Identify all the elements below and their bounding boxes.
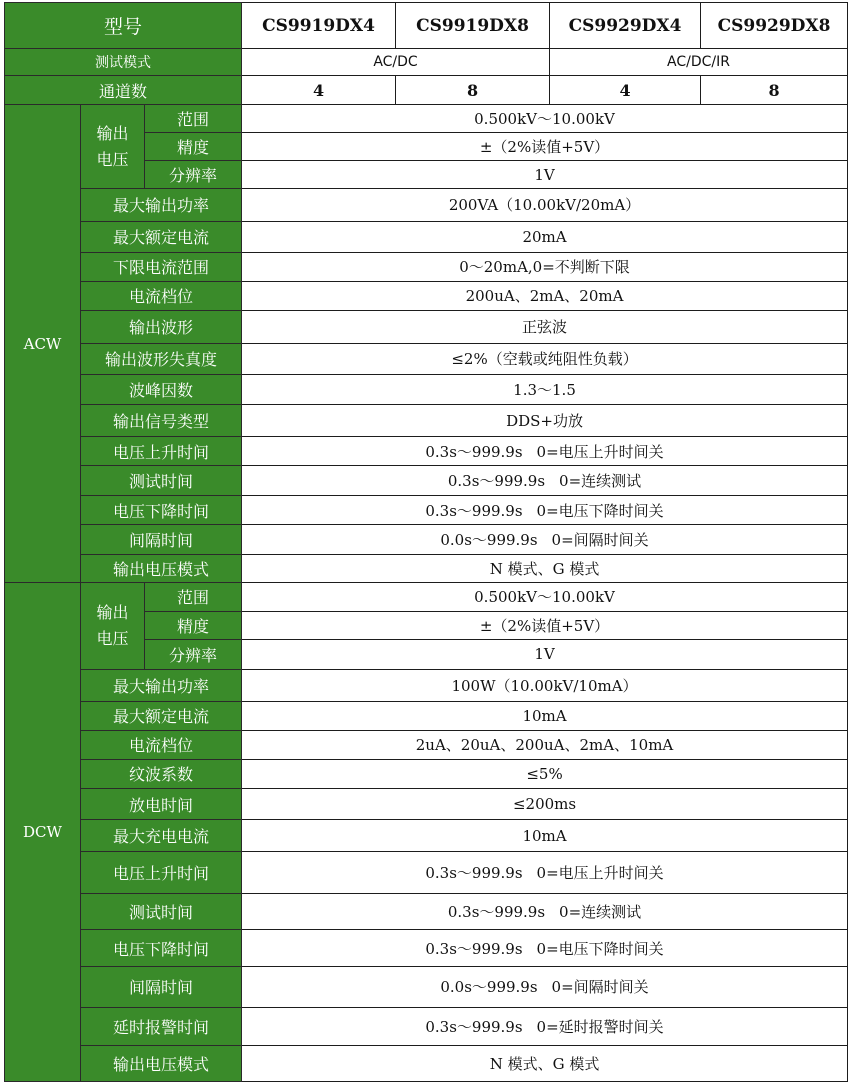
spec-table xyxy=(4,2,848,1082)
acw-param-value: 1.3～1.5 xyxy=(242,374,848,404)
acw-row xyxy=(5,310,848,343)
acw-row xyxy=(5,281,848,310)
acw-param-value: 0.3s～999.9s 0=连续测试 xyxy=(242,466,848,496)
dcw-param-label: 放电时间 xyxy=(81,788,242,819)
dcw-param-value: ≤200ms xyxy=(242,788,848,819)
acw-param-label: 范围 xyxy=(145,105,242,133)
acw-output-voltage-label: 输出 电压 xyxy=(81,105,145,189)
model-cell: CS9929DX8 xyxy=(701,3,848,49)
acw-param-label: 输出波形失真度 xyxy=(81,343,242,374)
acw-param-value: 1V xyxy=(242,161,848,189)
acw-param-value: ≤2%（空载或纯阻性负载） xyxy=(242,343,848,374)
channels-value: 8 xyxy=(701,76,848,105)
acw-row xyxy=(5,466,848,496)
acw-row xyxy=(5,496,848,525)
dcw-param-value: 100W（10.00kV/10mA） xyxy=(242,669,848,701)
acw-param-label: 输出电压模式 xyxy=(81,555,242,583)
model-cell: CS9929DX4 xyxy=(550,3,701,49)
acw-param-label: 电压上升时间 xyxy=(81,437,242,466)
dcw-param-label: 电压下降时间 xyxy=(81,930,242,967)
dcw-param-value: 0.0s～999.9s 0=间隔时间关 xyxy=(242,967,848,1007)
dcw-param-value: 10mA xyxy=(242,701,848,730)
acw-param-label: 精度 xyxy=(145,133,242,161)
test-mode-label: 测试模式 xyxy=(5,49,242,76)
dcw-param-label: 输出电压模式 xyxy=(81,1045,242,1081)
dcw-param-label: 电压上升时间 xyxy=(81,852,242,894)
acw-param-value: 0.3s～999.9s 0=电压上升时间关 xyxy=(242,437,848,466)
dcw-row xyxy=(5,1007,848,1045)
dcw-param-label: 范围 xyxy=(145,583,242,611)
dcw-param-label: 最大充电电流 xyxy=(81,820,242,852)
dcw-param-label: 电流档位 xyxy=(81,730,242,759)
dcw-param-value: 0.3s～999.9s 0=连续测试 xyxy=(242,894,848,930)
acw-param-label: 分辨率 xyxy=(145,161,242,189)
acw-param-value: 0.0s～999.9s 0=间隔时间关 xyxy=(242,525,848,555)
dcw-row xyxy=(5,730,848,759)
acw-param-label: 下限电流范围 xyxy=(81,252,242,281)
dcw-row xyxy=(5,701,848,730)
acw-voltage-range-row xyxy=(5,105,848,133)
dcw-param-label: 延时报警时间 xyxy=(81,1007,242,1045)
model-cell: CS9919DX8 xyxy=(396,3,550,49)
dcw-row xyxy=(5,967,848,1007)
dcw-param-label: 精度 xyxy=(145,611,242,639)
channels-value: 4 xyxy=(242,76,396,105)
dcw-param-label: 最大额定电流 xyxy=(81,701,242,730)
dcw-param-label: 间隔时间 xyxy=(81,967,242,1007)
acw-param-label: 输出信号类型 xyxy=(81,405,242,437)
acw-param-value: 正弦波 xyxy=(242,310,848,343)
dcw-row xyxy=(5,1045,848,1081)
test-mode-row xyxy=(5,49,848,76)
model-label: 型号 xyxy=(5,3,242,49)
acw-param-value: ±（2%读值+5V） xyxy=(242,133,848,161)
dcw-param-label: 测试时间 xyxy=(81,894,242,930)
dcw-param-value: 10mA xyxy=(242,820,848,852)
dcw-param-value: 0.3s～999.9s 0=电压下降时间关 xyxy=(242,930,848,967)
acw-param-value: 0～20mA,0=不判断下限 xyxy=(242,252,848,281)
acw-row xyxy=(5,343,848,374)
acw-param-label: 波峰因数 xyxy=(81,374,242,404)
acw-param-label: 测试时间 xyxy=(81,466,242,496)
acw-row xyxy=(5,189,848,221)
dcw-param-value: 0.3s～999.9s 0=电压上升时间关 xyxy=(242,852,848,894)
dcw-row xyxy=(5,930,848,967)
dcw-row xyxy=(5,759,848,788)
dcw-row xyxy=(5,820,848,852)
channels-value: 8 xyxy=(396,76,550,105)
model-row xyxy=(5,3,848,49)
dcw-row xyxy=(5,852,848,894)
acw-param-value: 0.3s～999.9s 0=电压下降时间关 xyxy=(242,496,848,525)
acw-param-value: 200uA、2mA、20mA xyxy=(242,281,848,310)
acw-row xyxy=(5,555,848,583)
acw-param-label: 间隔时间 xyxy=(81,525,242,555)
dcw-param-label: 最大输出功率 xyxy=(81,669,242,701)
acw-row xyxy=(5,437,848,466)
acw-row xyxy=(5,374,848,404)
acw-param-value: DDS+功放 xyxy=(242,405,848,437)
dcw-row xyxy=(5,669,848,701)
dcw-output-voltage-label: 输出 电压 xyxy=(81,583,145,669)
dcw-param-value: N 模式、G 模式 xyxy=(242,1045,848,1081)
acw-param-label: 最大输出功率 xyxy=(81,189,242,221)
acw-param-value: 200VA（10.00kV/20mA） xyxy=(242,189,848,221)
channels-value: 4 xyxy=(550,76,701,105)
acw-row xyxy=(5,221,848,252)
acw-param-label: 输出波形 xyxy=(81,310,242,343)
dcw-row xyxy=(5,788,848,819)
acw-row xyxy=(5,525,848,555)
dcw-param-value: ±（2%读值+5V） xyxy=(242,611,848,639)
acw-param-value: 20mA xyxy=(242,221,848,252)
dcw-row xyxy=(5,894,848,930)
dcw-section-label: DCW xyxy=(5,583,81,1082)
model-cell: CS9919DX4 xyxy=(242,3,396,49)
acw-row xyxy=(5,252,848,281)
acw-param-label: 最大额定电流 xyxy=(81,221,242,252)
dcw-param-value: ≤5% xyxy=(242,759,848,788)
test-mode-value: AC/DC/IR xyxy=(550,49,848,76)
dcw-param-value: 0.3s～999.9s 0=延时报警时间关 xyxy=(242,1007,848,1045)
acw-param-label: 电压下降时间 xyxy=(81,496,242,525)
dcw-voltage-range-row xyxy=(5,583,848,611)
channels-label: 通道数 xyxy=(5,76,242,105)
test-mode-value: AC/DC xyxy=(242,49,550,76)
dcw-param-label: 纹波系数 xyxy=(81,759,242,788)
dcw-param-label: 分辨率 xyxy=(145,639,242,669)
dcw-param-value: 1V xyxy=(242,639,848,669)
acw-param-label: 电流档位 xyxy=(81,281,242,310)
acw-param-value: 0.500kV～10.00kV xyxy=(242,105,848,133)
acw-section-label: ACW xyxy=(5,105,81,583)
dcw-param-value: 0.500kV～10.00kV xyxy=(242,583,848,611)
acw-param-value: N 模式、G 模式 xyxy=(242,555,848,583)
channels-row xyxy=(5,76,848,105)
dcw-param-value: 2uA、20uA、200uA、2mA、10mA xyxy=(242,730,848,759)
acw-row xyxy=(5,405,848,437)
